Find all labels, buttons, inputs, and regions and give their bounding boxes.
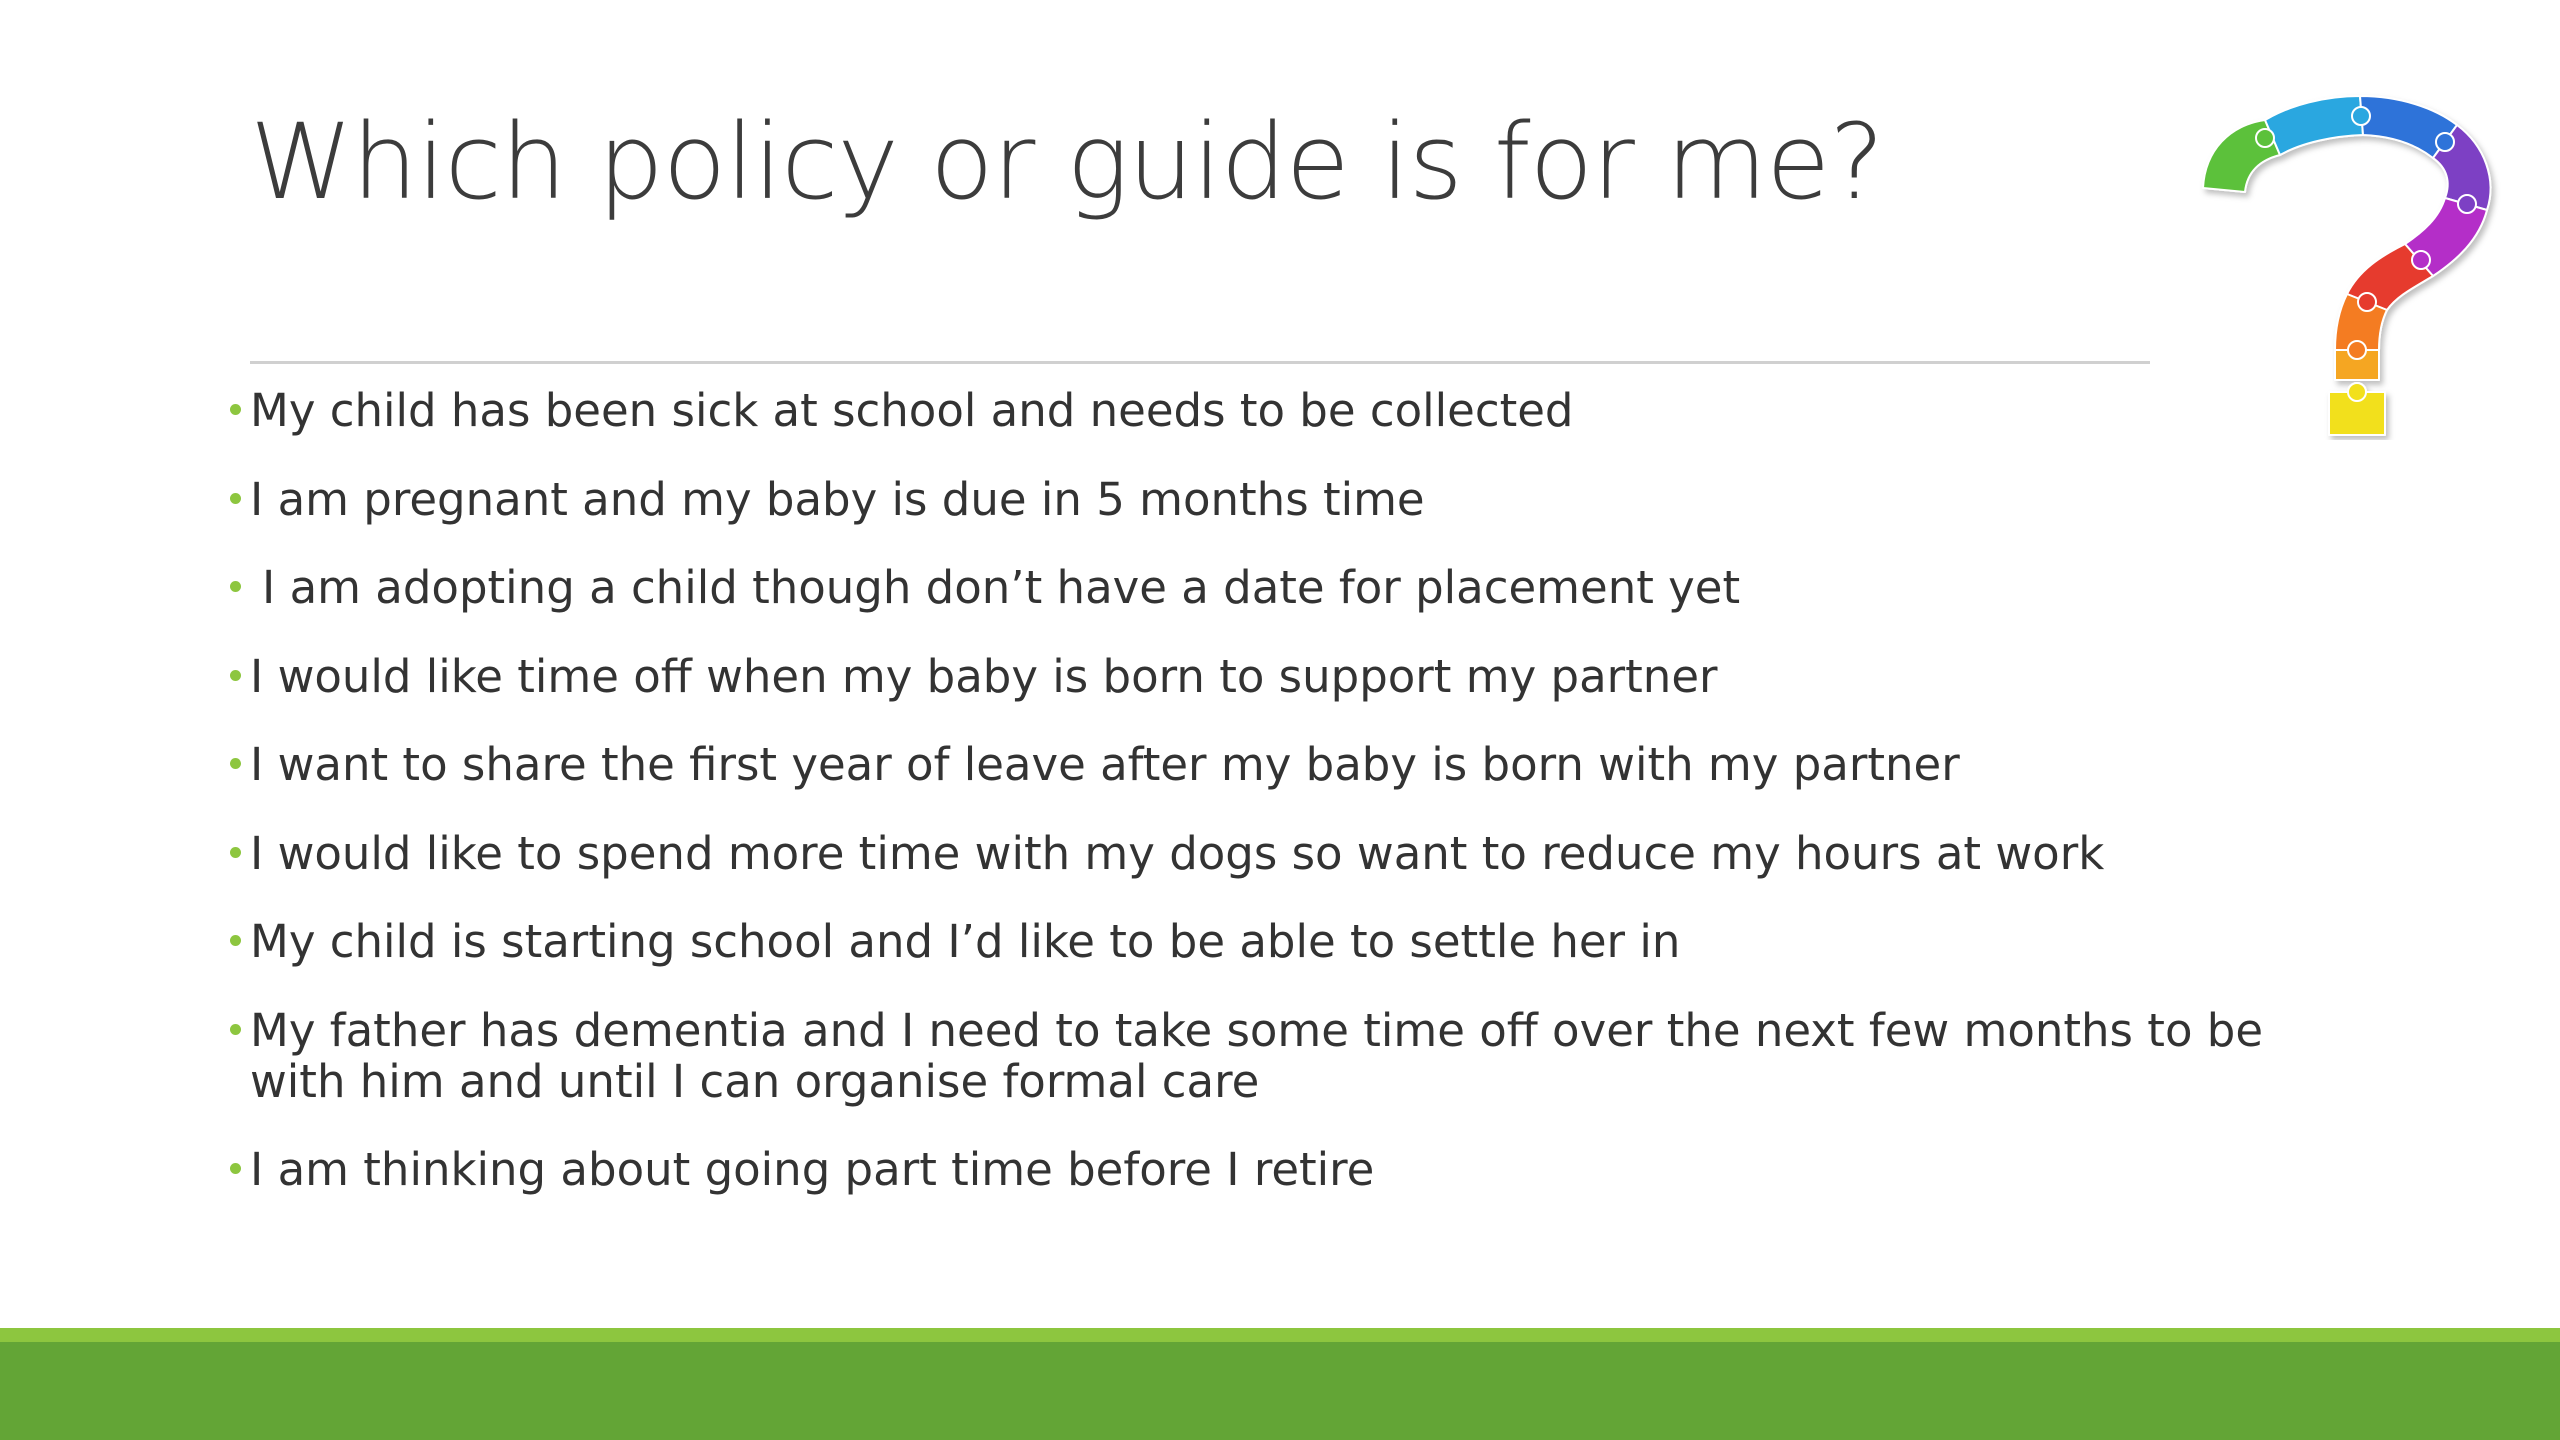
footer-bar [0,1342,2560,1440]
bullet-text: I would like time off when my baby is born to support my partner [250,649,1718,703]
bullet-dot [230,758,241,769]
title-divider [250,361,2150,364]
bullet-dot [230,1024,241,1035]
slide-title: Which policy or guide is for me? [250,101,1884,223]
bullet-item [230,474,2330,525]
bullet-dot [230,935,241,946]
bullet-text: I am pregnant and my baby is due in 5 months time [250,472,1425,526]
bullet-item [230,1144,2330,1195]
bullet-text: My child has been sick at school and needs to be collected [250,384,1574,437]
bullet-item [230,828,2330,879]
bullet-item [230,739,2330,790]
bullet-dot [230,847,241,858]
bullet-text: I am adopting a child though don’t have a date for placement yet [262,561,1741,614]
bullet-list [230,385,2330,1233]
bullet-dot [230,493,241,504]
bullet-text: I am thinking about going part time before I retire [250,1143,1375,1196]
bullet-item [230,1005,2330,1107]
bullet-item [230,916,2330,967]
bullet-item [230,385,2330,436]
bullet-text: I would like to spend more time with my dogs so want to reduce my hours at work [250,826,2105,880]
bullet-item [230,562,2330,613]
puzzle-question-mark-icon [2195,80,2515,440]
bullet-item [230,651,2330,702]
bullet-dot [230,404,241,415]
bullet-text: I want to share the first year of leave after my baby is born with my partner [250,738,1960,791]
bullet-dot [230,581,241,592]
bullet-dot [230,1163,241,1174]
bullet-text: My child is starting school and I’d like to be able to settle her in [250,915,1681,968]
footer-accent-bar [0,1328,2560,1342]
bullet-dot [230,670,241,681]
bullet-text: My father has dementia and I need to take some time off over the next few months to be with him and until I can organise formal care [250,1003,2264,1108]
